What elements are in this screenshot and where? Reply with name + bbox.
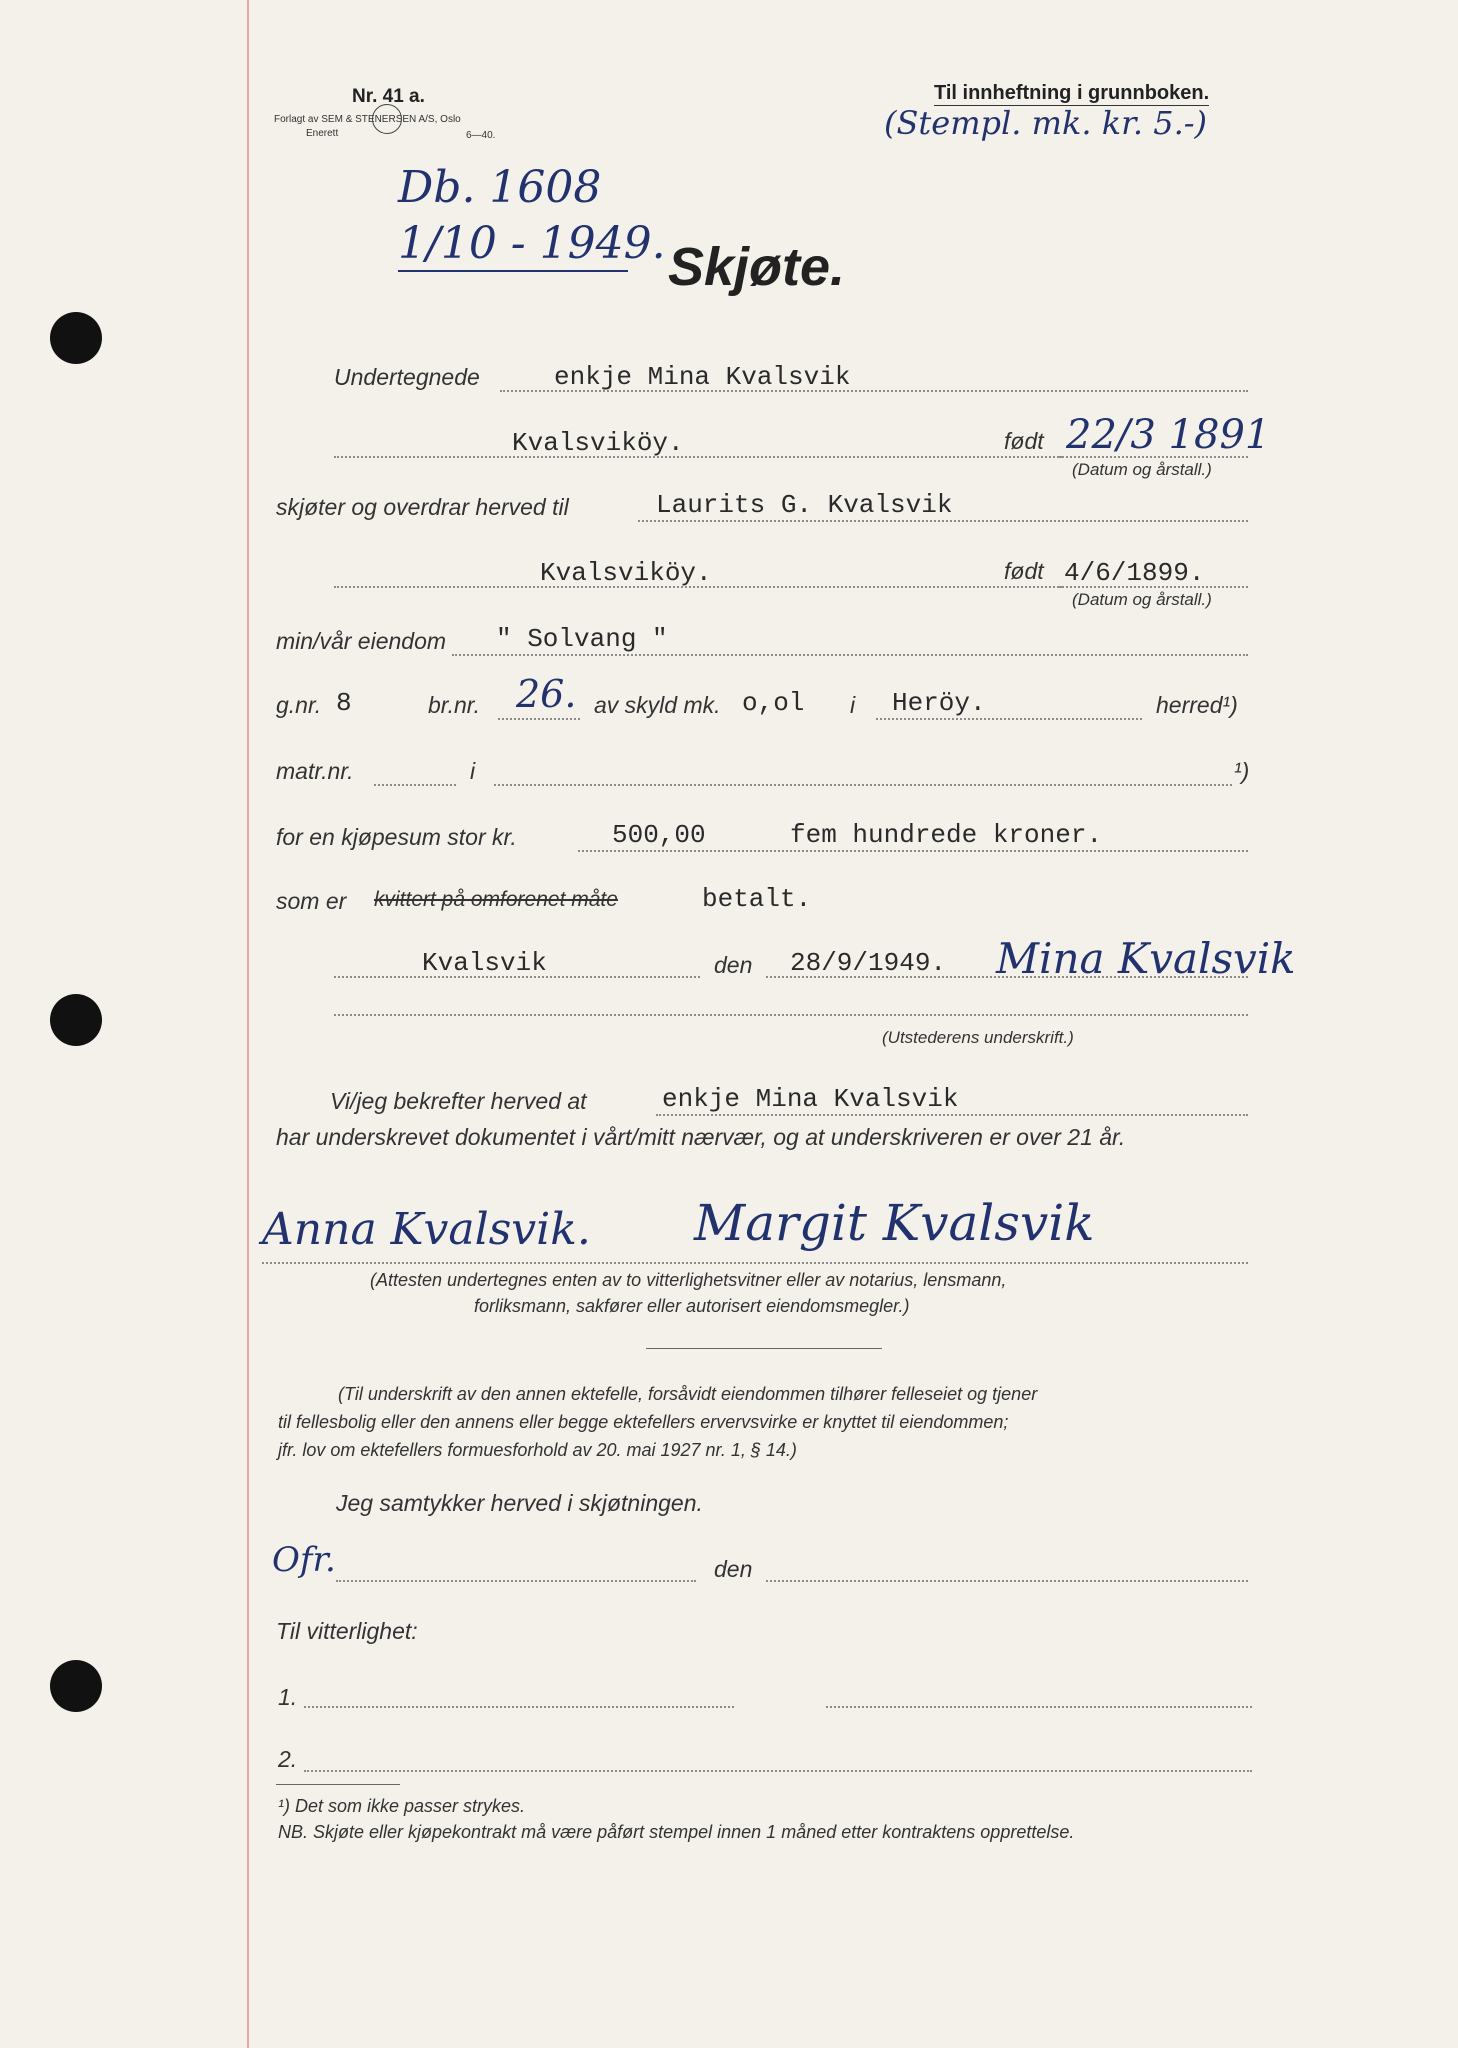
property-prefix: min/vår eiendom (276, 628, 447, 654)
binder-hole (50, 1660, 102, 1712)
footnote-1: ¹) Det som ikke passer strykes. (278, 1796, 526, 1816)
price-words: fem hundrede kroner. (790, 820, 1103, 850)
buyer-label: skjøter og overdrar herved til (276, 494, 569, 520)
signing-date: 28/9/1949. (790, 948, 947, 978)
fill-line (656, 1114, 1248, 1116)
brnr-label: br.nr. (428, 692, 480, 718)
fill-line (262, 1262, 1248, 1264)
payment-struck-option: kvittert på omforenet måte (374, 888, 618, 911)
consent-den-label: den (714, 1556, 753, 1582)
price-label: for en kjøpesum stor kr. (276, 824, 517, 850)
consent-text: Jeg samtykker herved i skjøtningen. (336, 1490, 703, 1516)
fill-line (334, 456, 1062, 458)
buyer-place: Kvalsviköy. (540, 558, 712, 588)
fill-line (494, 784, 1232, 786)
spouse-note-line-3: jfr. lov om ektefellers formuesforhold av 20. mai 1927 nr. 1, § 14.) (278, 1440, 797, 1460)
skyld-label: av skyld mk. (594, 692, 721, 718)
fill-line (638, 520, 1248, 522)
form-number: Nr. 41 a. (352, 86, 425, 107)
margin-rule (247, 0, 249, 2048)
publisher: Forlagt av SEM & STENERSEN A/S, Oslo (274, 114, 461, 125)
date-caption: (Datum og årstall.) (1072, 460, 1212, 479)
consent-mark: Ofr. (272, 1540, 336, 1580)
document-title: Skjøte. (668, 237, 846, 297)
stamp-fee-note: (Stempl. mk. kr. 5.-) (884, 104, 1208, 142)
attestation-name: enkje Mina Kvalsvik (662, 1084, 959, 1114)
spouse-note-line-1: (Til underskrift av den annen ektefelle, forsåvidt eiendommen tilhører felleseiet og tjener (338, 1384, 1038, 1404)
gnr-value: 8 (336, 688, 352, 718)
payment-value: betalt. (702, 884, 812, 914)
exclusive-label: Enerett (306, 128, 339, 139)
fill-line (304, 1770, 1252, 1772)
brnr-value: 26. (516, 672, 577, 716)
registration-number: Db. 1608 (398, 162, 602, 213)
matr-label: matr.nr. (276, 758, 354, 784)
attestation-caption-1: (Attesten undertegnes enten av to vitterlighetsvitner eller av notarius, lensmann, (370, 1270, 1007, 1290)
fill-line (498, 718, 580, 720)
gnr-label: g.nr. (276, 692, 322, 718)
signing-den-label: den (714, 952, 753, 978)
fill-line (578, 850, 1248, 852)
seller-name: enkje Mina Kvalsvik (554, 362, 851, 392)
binder-hole (50, 994, 102, 1046)
spouse-note-line-2: til fellesbolig eller den annens eller begge ektefellers ervervsvirke er knyttet til eiendommen; (278, 1412, 1009, 1432)
filing-note: Til innheftning i grunnboken. (934, 82, 1210, 104)
signature-caption: (Utstederens underskrift.) (882, 1028, 1074, 1047)
witness-number-1: 1. (278, 1684, 298, 1710)
date-caption: (Datum og årstall.) (1072, 590, 1212, 609)
herred-label: herred¹) (1156, 692, 1238, 718)
municipality-i: i (850, 692, 856, 718)
witness-label: Til vitterlighet: (276, 1618, 418, 1644)
attestation-prefix: Vi/jeg bekrefter herved at (330, 1088, 587, 1114)
attestation-caption-2: forliksmann, sakfører eller autorisert eiendomsmegler.) (474, 1296, 910, 1316)
seller-born-label: født (1004, 428, 1044, 454)
witness-signature-1: Anna Kvalsvik. (262, 1204, 591, 1255)
fill-line (452, 654, 1248, 656)
buyer-name: Laurits G. Kvalsvik (656, 490, 953, 520)
fill-line (304, 1706, 734, 1708)
matr-end: ¹) (1234, 758, 1250, 784)
price-amount: 500,00 (612, 820, 706, 850)
buyer-born-label: født (1004, 558, 1044, 584)
skyld-value: o,ol (742, 688, 805, 718)
footnote-rule (276, 1784, 400, 1785)
witness-signature-2: Margit Kvalsvik (694, 1194, 1095, 1252)
binder-hole (50, 312, 102, 364)
witness-number-2: 2. (278, 1746, 298, 1772)
separator-rule (646, 1348, 882, 1349)
fill-line (766, 1580, 1248, 1582)
registration-date: 1/10 - 1949. (398, 218, 666, 269)
publisher-logo (372, 104, 402, 134)
fill-line (336, 1580, 696, 1582)
registration-underline (398, 270, 628, 272)
buyer-birth-date: 4/6/1899. (1064, 558, 1205, 588)
seller-place: Kvalsviköy. (512, 428, 684, 458)
municipality-value: Heröy. (892, 688, 986, 718)
seller-signature: Mina Kvalsvik (996, 934, 1296, 983)
fill-line (374, 784, 456, 786)
seller-birth-date: 22/3 1891 (1066, 412, 1271, 458)
fill-line (826, 1706, 1252, 1708)
property-name: " Solvang " (496, 624, 668, 654)
payment-label: som er (276, 888, 347, 914)
edition: 6—40. (466, 130, 496, 141)
attestation-statement: har underskrevet dokumentet i vårt/mitt nærvær, og at underskriveren er over 21 år. (276, 1124, 1126, 1150)
fill-line (334, 1014, 1248, 1016)
matr-i: i (470, 758, 476, 784)
fill-line (876, 718, 1142, 720)
footnote-nb: NB. Skjøte eller kjøpekontrakt må være påført stempel innen 1 måned etter kontraktens opprettelse. (278, 1822, 1075, 1842)
signing-place: Kvalsvik (422, 948, 547, 978)
seller-label: Undertegnede (334, 364, 480, 390)
